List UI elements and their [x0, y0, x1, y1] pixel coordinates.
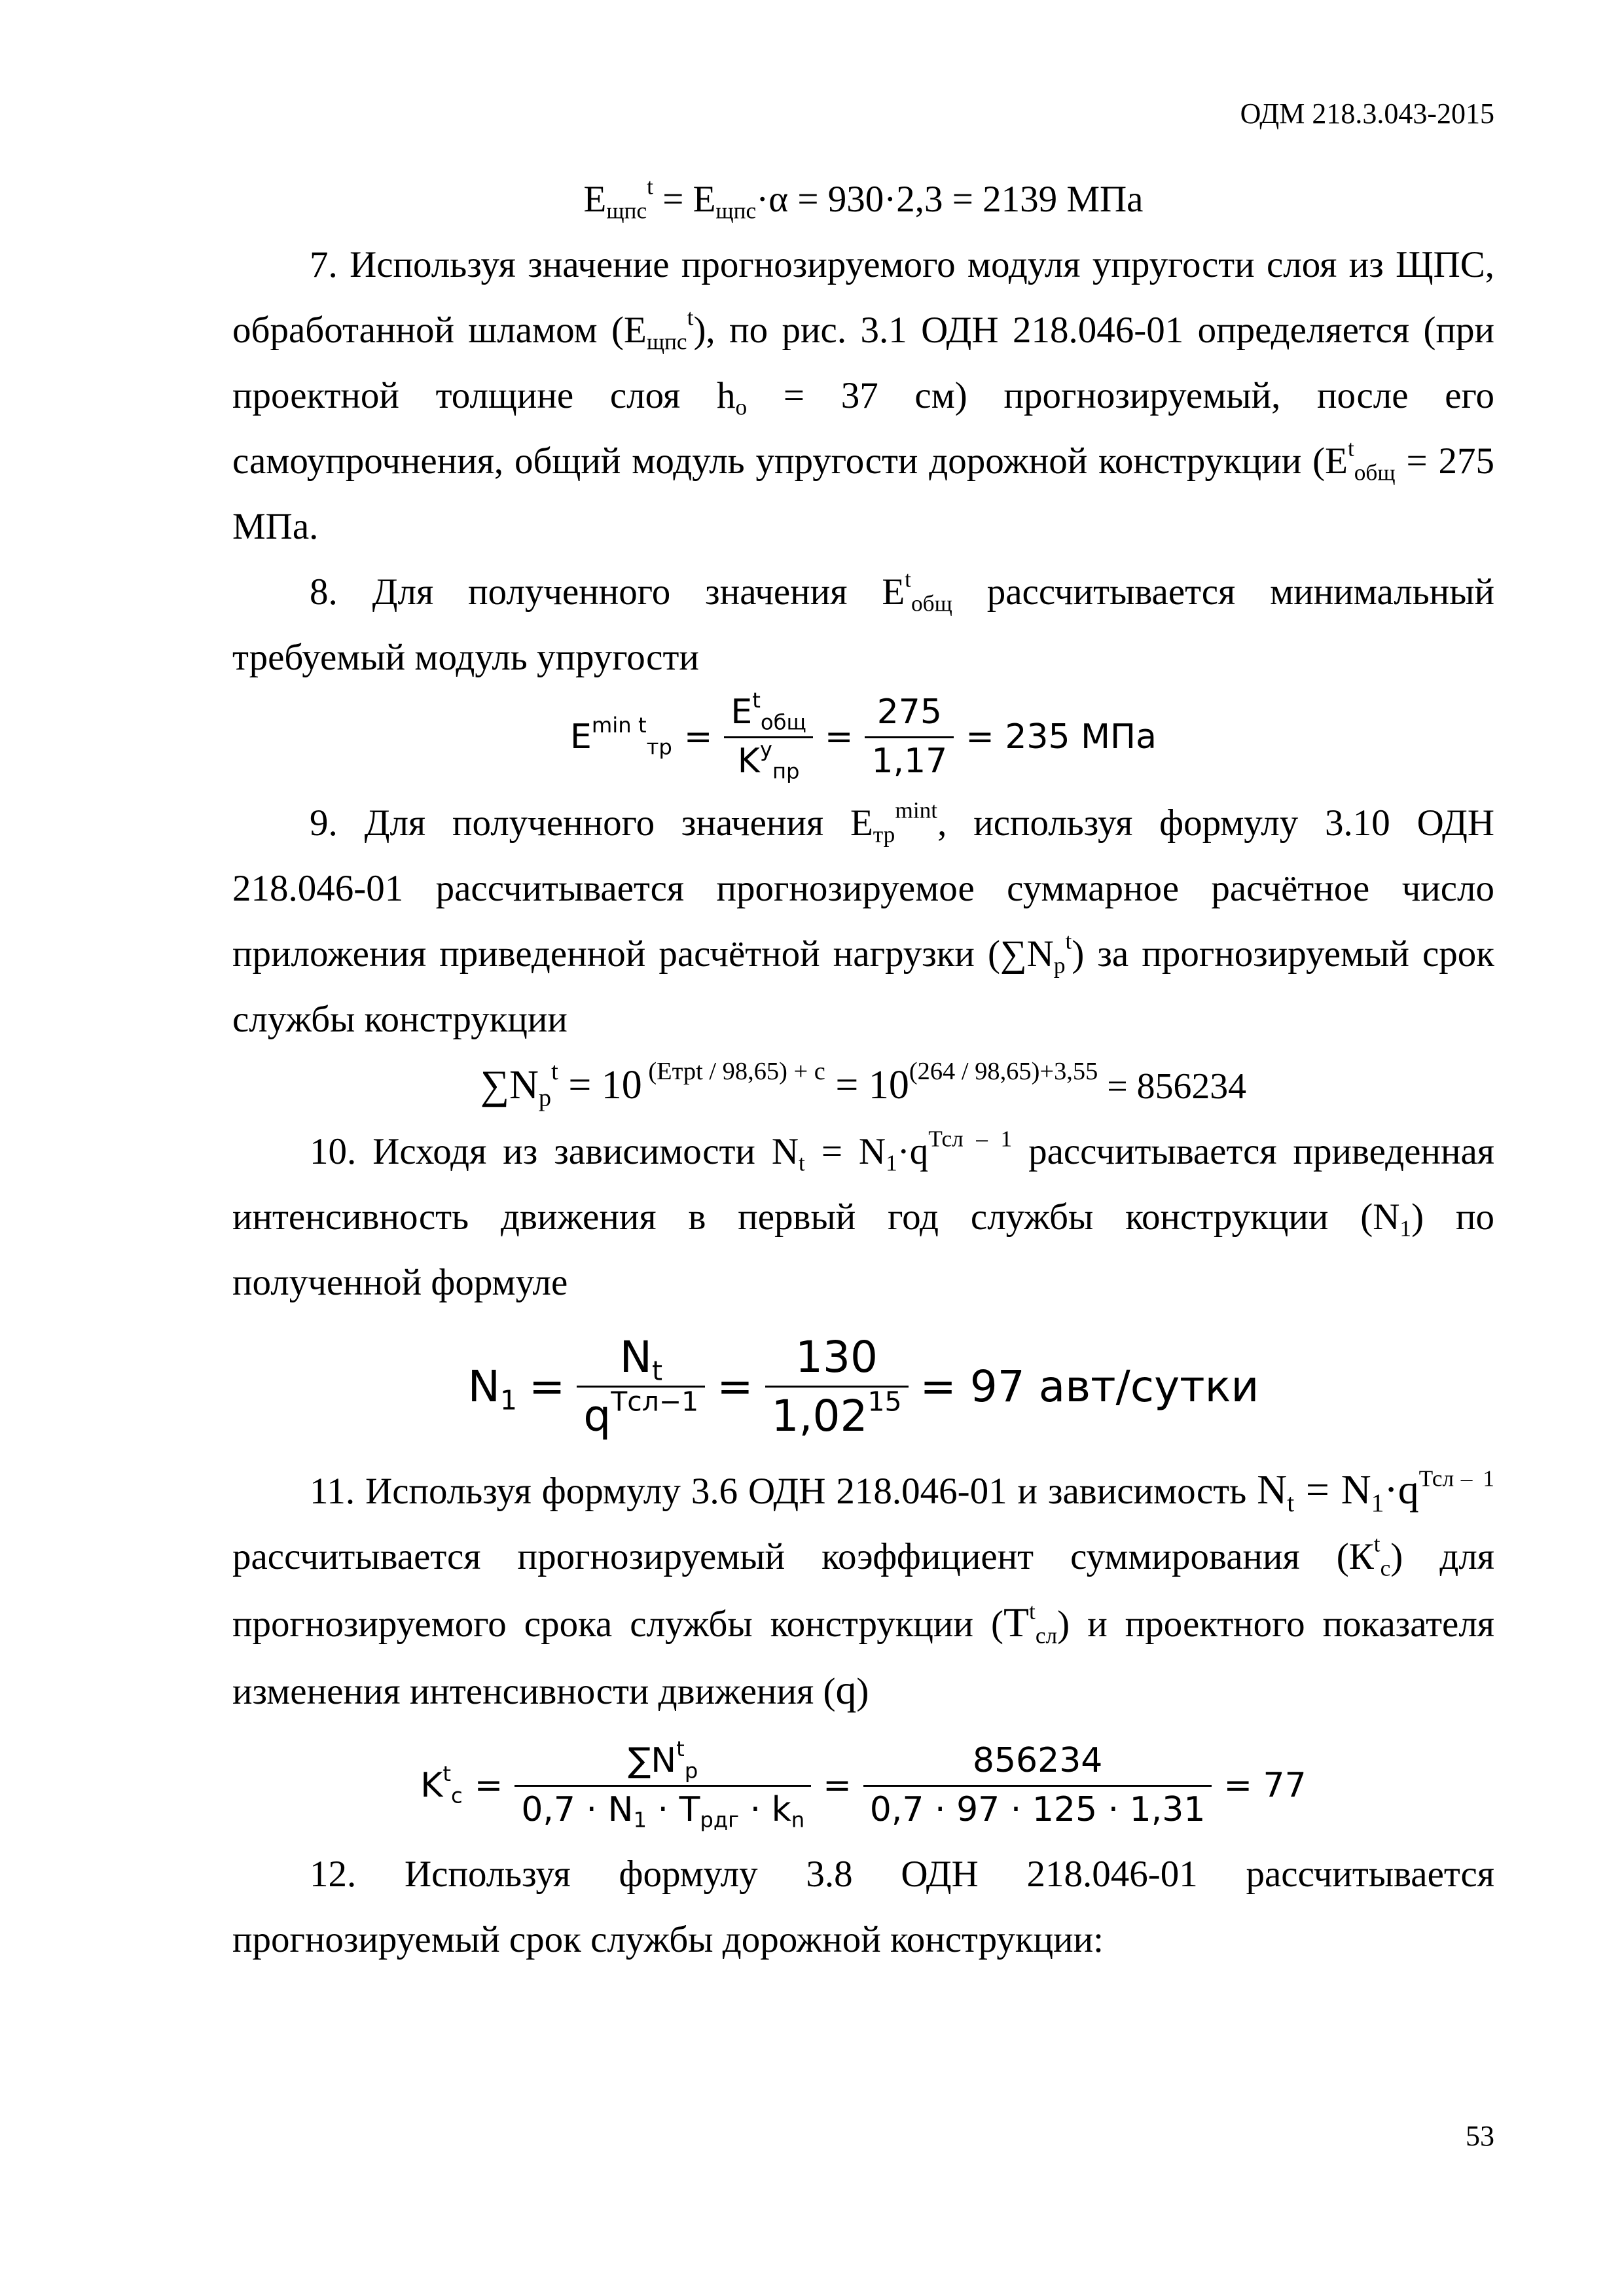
formula-e-min-required: $E^{min t}_{тр}$ = $\frac{E^t_{общ}}{K^у_{пр}}$ = $\frac{275}{1,17}$ = 235 МПа [570, 687, 1157, 784]
paragraph-7: 7. Используя значение прогнозируемого модуля упругости слоя из ЩПС, обработанной шламом $(Е_{щпс}^t)$, по рис. 3.1 ОДН 218.046-01 определяется (при проектной толщине слоя $h_о = 37$ см) прогнозируемый, после его самоупрочнения, общий модуль упругости дорожной конструкции ($Е^t_{общ} = 275$ МПа. [232, 244, 1494, 547]
paragraph-12: 12. Используя формулу 3.8 ОДН 218.046-01 рассчитывается прогнозируемый срок службы дорожной конструкции: [232, 1853, 1494, 1960]
formula-n1: $N_1$ = $\frac{N_t}{q^{Тсл-1}}$ = $\frac{130}{1,02^{15}}$ = 97 авт/сутки [467, 1331, 1259, 1442]
fraction-nt-over-q: $\frac{N_t}{q^{Тсл-1}}$ [577, 1333, 705, 1442]
fraction-e-over-k: $\frac{E^t_{общ}}{K^у_{пр}}$ [724, 693, 812, 781]
fraction-numeric-kc: $\frac{856234}{0,7 \cdot 97 \cdot 125 \cdot 1,31}$ [863, 1742, 1212, 1830]
formula-kc: $K^t_c$ = $\frac{\sum N^t_p}{0,7 \cdot N_1 \cdot T_{рдг} \cdot k_n}$ = $\frac{856234}{0,7 \cdot 97 \cdot 125 \cdot 1,31}$ = 77 [420, 1736, 1307, 1833]
fraction-130-over-102: $\frac{130}{1,02^{15}}$ [765, 1333, 909, 1442]
formula-sum-np: $\sum N_р^t = 10$ $^{(Етрt / 98,65) + с} = 10^{(264 / 98,65)+3,55} = 856234$ [480, 1057, 1247, 1112]
formula-e-shps: $Е_{щпс}^t = Е_{щпс}\cdot\alpha = 930\cdot 2,3 = 2139$ МПа [583, 173, 1144, 224]
page-number: 53 [1466, 2120, 1494, 2152]
page-content [232, 167, 1494, 1973]
fraction-numeric: $\frac{275}{1,17}$ [865, 693, 954, 781]
paragraph-11: 11. Используя формулу 3.6 ОДН 218.046-01 и зависимость $N_t = N_1\cdot q^{Тсл -}$ $^1$ рассчитывается прогнозируемый коэффициент суммирования $(К^t_с)$ для прогнозируемого срока службы конструкции $(Т^t_{сл})$ и проектного показателя изменения интенсивности движения (q) [232, 1465, 1495, 1713]
paragraph-8: 8. Для полученного значения $Е^t_{общ}$ рассчитывается минимальный требуемый модуль упругости [232, 566, 1494, 678]
paragraph-9: 9. Для полученного значения $Е_{тр}^{mint}$, используя формулу 3.10 ОДН 218.046-01 рассчитывается прогнозируемое суммарное расчётное число приложения приведенной расчётной нагрузки $(\sum N_р^t)$ за прогнозируемый срок службы конструкции [232, 797, 1494, 1040]
fraction-sum-np-over-product: $\frac{\sum N^t_p}{0,7 \cdot N_1 \cdot T_{рдг} \cdot k_n}$ [514, 1742, 811, 1830]
document-code-header: ОДМ 218.3.043-2015 [1240, 98, 1494, 130]
paragraph-10: 10. Исходя из зависимости $N_t = N_1\cdot q^{Тсл - 1}$ рассчитывается приведенная интенсивность движения в первый год службы конструкции $(N_1)$ по полученной формуле [232, 1126, 1494, 1303]
